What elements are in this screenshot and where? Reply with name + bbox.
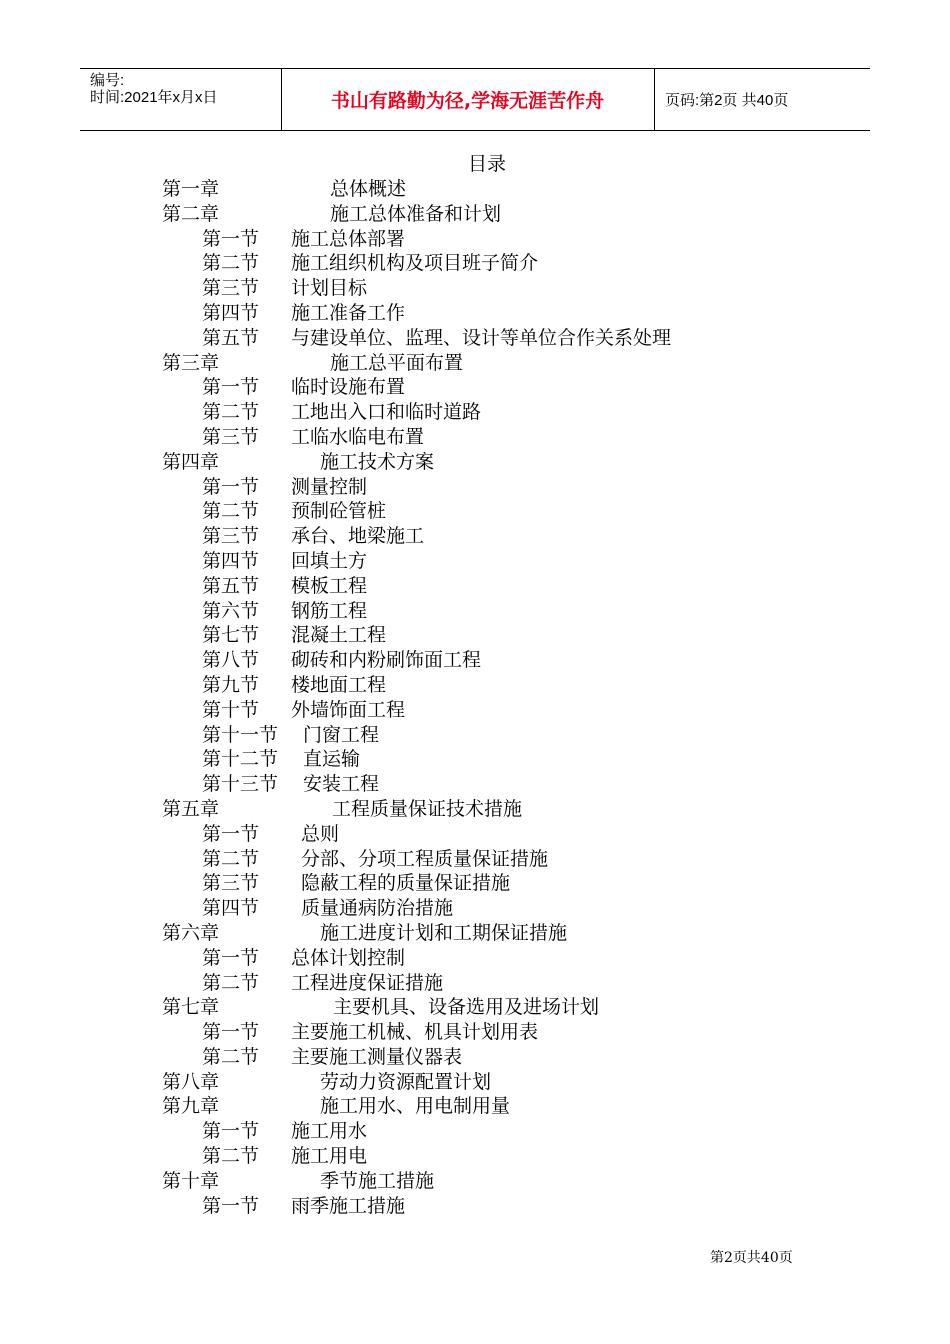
- toc-section-entry: [0, 375, 950, 400]
- toc-entry-title: 施工总体部署: [291, 227, 406, 250]
- toc-entry-label: 第三节: [202, 277, 260, 300]
- toc-section-entry: [0, 425, 950, 450]
- toc-entry-label: 第九章: [162, 1095, 220, 1118]
- toc-entry-title: 工临水临电布置: [291, 425, 425, 448]
- toc-entry-title: 计划目标: [291, 277, 368, 300]
- toc-chapter-entry: [0, 1169, 950, 1194]
- toc-entry-title: 总则: [301, 822, 340, 845]
- table-of-contents: [0, 177, 950, 1218]
- toc-entry-label: 第二节: [202, 847, 260, 870]
- toc-section-entry: [0, 400, 950, 425]
- toc-entry-title: 回填土方: [291, 549, 368, 572]
- toc-entry-label: 第七节: [202, 624, 260, 647]
- toc-entry-title: 总体概述: [330, 178, 407, 200]
- toc-entry-title: 质量通病防治措施: [301, 897, 454, 920]
- toc-entry-title: 总体计划控制: [291, 946, 406, 969]
- toc-entry-label: 第五节: [202, 574, 260, 597]
- toc-entry-title: 与建设单位、监理、设计等单位合作关系处理: [291, 326, 672, 349]
- toc-entry-title: 施工总平面布置: [330, 351, 464, 374]
- toc-entry-title: 楼地面工程: [291, 673, 387, 696]
- toc-chapter-entry: [0, 921, 950, 946]
- toc-entry-label: 第一章: [162, 178, 220, 200]
- toc-entry-title: 临时设施布置: [291, 376, 406, 399]
- toc-entry-title: 隐蔽工程的质量保证措施: [301, 872, 511, 895]
- toc-entry-label: 第十二节: [202, 748, 279, 771]
- toc-entry-label: 第三节: [202, 872, 260, 895]
- toc-section-entry: [0, 723, 950, 748]
- header-page-code: 页码:第2页 共40页: [665, 92, 789, 109]
- toc-entry-title: 外墙饰面工程: [291, 698, 406, 721]
- toc-entry-title: 劳动力资源配置计划: [320, 1070, 492, 1093]
- toc-section-entry: [0, 1045, 950, 1070]
- toc-entry-label: 第一节: [202, 475, 260, 498]
- toc-entry-label: 第二节: [202, 1045, 260, 1068]
- toc-chapter-entry: [0, 1070, 950, 1095]
- toc-chapter-entry: [0, 450, 950, 475]
- toc-entry-label: 第四节: [202, 549, 260, 572]
- toc-entry-label: 第十节: [202, 698, 260, 721]
- toc-chapter-entry: [0, 177, 950, 202]
- toc-section-entry: [0, 475, 950, 500]
- toc-entry-label: 第二节: [202, 401, 260, 424]
- toc-section-entry: [0, 847, 950, 872]
- toc-section-entry: [0, 499, 950, 524]
- header-info-cell: [80, 69, 282, 130]
- header-motto-cell: [281, 69, 655, 130]
- toc-entry-title: 主要机具、设备选用及进场计划: [333, 996, 600, 1019]
- toc-entry-title: 砌砖和内粉刷饰面工程: [291, 649, 482, 672]
- toc-section-entry: [0, 524, 950, 549]
- toc-section-entry: [0, 227, 950, 252]
- toc-entry-label: 第三节: [202, 525, 260, 548]
- toc-entry-label: 第八节: [202, 649, 260, 672]
- toc-entry-title: 模板工程: [291, 574, 368, 597]
- toc-entry-label: 第六节: [202, 599, 260, 622]
- page-header: [80, 68, 870, 131]
- toc-entry-title: 预制砼管桩: [291, 500, 387, 523]
- toc-entry-title: 钢筋工程: [291, 599, 368, 622]
- toc-section-entry: [0, 648, 950, 673]
- toc-entry-label: 第五章: [162, 797, 220, 820]
- toc-entry-title: 安装工程: [303, 773, 380, 796]
- toc-entry-label: 第四章: [162, 450, 220, 473]
- toc-section-entry: [0, 549, 950, 574]
- toc-section-entry: [0, 698, 950, 723]
- toc-chapter-entry: [0, 995, 950, 1020]
- toc-entry-label: 第八章: [162, 1070, 220, 1093]
- toc-entry-title: 施工用水: [291, 1120, 368, 1143]
- toc-entry-label: 第十三节: [202, 773, 279, 796]
- toc-entry-label: 第一节: [202, 1194, 260, 1217]
- toc-section-entry: [0, 251, 950, 276]
- toc-chapter-entry: [0, 797, 950, 822]
- page-footer: 第2页共40页: [710, 1250, 793, 1266]
- toc-entry-title: 施工总体准备和计划: [330, 202, 502, 225]
- toc-entry-label: 第一节: [202, 227, 260, 250]
- header-page-cell: [655, 69, 870, 130]
- toc-section-entry: [0, 301, 950, 326]
- toc-section-entry: [0, 673, 950, 698]
- toc-entry-title: 工地出入口和临时道路: [291, 401, 482, 424]
- toc-entry-title: 施工用电: [291, 1145, 368, 1168]
- toc-section-entry: [0, 971, 950, 996]
- toc-section-entry: [0, 1119, 950, 1144]
- toc-entry-label: 第二节: [202, 971, 260, 994]
- toc-entry-label: 第七章: [162, 996, 220, 1019]
- toc-entry-label: 第四节: [202, 301, 260, 324]
- toc-section-entry: [0, 822, 950, 847]
- toc-chapter-entry: [0, 202, 950, 227]
- toc-entry-title: 分部、分项工程质量保证措施: [301, 847, 549, 870]
- toc-section-entry: [0, 623, 950, 648]
- toc-entry-label: 第一节: [202, 946, 260, 969]
- toc-entry-label: 第二节: [202, 252, 260, 275]
- toc-section-entry: [0, 1194, 950, 1219]
- toc-section-entry: [0, 1020, 950, 1045]
- toc-section-entry: [0, 599, 950, 624]
- toc-entry-label: 第一节: [202, 1021, 260, 1044]
- toc-section-entry: [0, 747, 950, 772]
- toc-entry-label: 第二节: [202, 500, 260, 523]
- toc-section-entry: [0, 276, 950, 301]
- toc-section-entry: [0, 871, 950, 896]
- toc-entry-label: 第九节: [202, 673, 260, 696]
- toc-entry-title: 门窗工程: [303, 723, 380, 746]
- toc-entry-title: 直运输: [303, 748, 361, 771]
- toc-entry-title: 施工用水、用电制用量: [320, 1095, 511, 1118]
- toc-entry-label: 第三节: [202, 425, 260, 448]
- toc-entry-label: 第二章: [162, 202, 220, 225]
- toc-entry-label: 第二节: [202, 1145, 260, 1168]
- toc-section-entry: [0, 326, 950, 351]
- toc-entry-title: 施工准备工作: [291, 301, 406, 324]
- toc-title: 目录: [468, 153, 507, 175]
- toc-chapter-entry: [0, 351, 950, 376]
- toc-section-entry: [0, 1144, 950, 1169]
- toc-entry-label: 第五节: [202, 326, 260, 349]
- toc-section-entry: [0, 946, 950, 971]
- toc-entry-label: 第一节: [202, 822, 260, 845]
- toc-entry-title: 主要施工机械、机具计划用表: [291, 1021, 539, 1044]
- toc-entry-label: 第四节: [202, 897, 260, 920]
- document-time-label: 时间:2021年x月x日: [90, 89, 218, 106]
- toc-entry-title: 施工组织机构及项目班子简介: [291, 252, 539, 275]
- toc-entry-label: 第一节: [202, 376, 260, 399]
- toc-entry-title: 工程质量保证技术措施: [332, 797, 523, 820]
- toc-entry-label: 第三章: [162, 351, 220, 374]
- toc-section-entry: [0, 896, 950, 921]
- toc-section-entry: [0, 574, 950, 599]
- toc-entry-title: 主要施工测量仪器表: [291, 1045, 463, 1068]
- toc-entry-title: 施工技术方案: [320, 450, 435, 473]
- header-motto: 书山有路勤为径,学海无涯苦作舟: [330, 90, 605, 112]
- document-number-label: 编号:: [90, 72, 125, 89]
- toc-entry-title: 季节施工措施: [320, 1169, 435, 1192]
- toc-entry-title: 施工进度计划和工期保证措施: [320, 921, 568, 944]
- toc-chapter-entry: [0, 1094, 950, 1119]
- toc-entry-label: 第六章: [162, 921, 220, 944]
- toc-entry-label: 第一节: [202, 1120, 260, 1143]
- toc-entry-title: 工程进度保证措施: [291, 971, 444, 994]
- toc-section-entry: [0, 772, 950, 797]
- toc-entry-title: 雨季施工措施: [291, 1194, 406, 1217]
- toc-entry-title: 承台、地梁施工: [291, 525, 425, 548]
- toc-entry-label: 第十章: [162, 1169, 220, 1192]
- toc-entry-label: 第十一节: [202, 723, 279, 746]
- toc-entry-title: 混凝土工程: [291, 624, 387, 647]
- toc-entry-title: 测量控制: [291, 475, 368, 498]
